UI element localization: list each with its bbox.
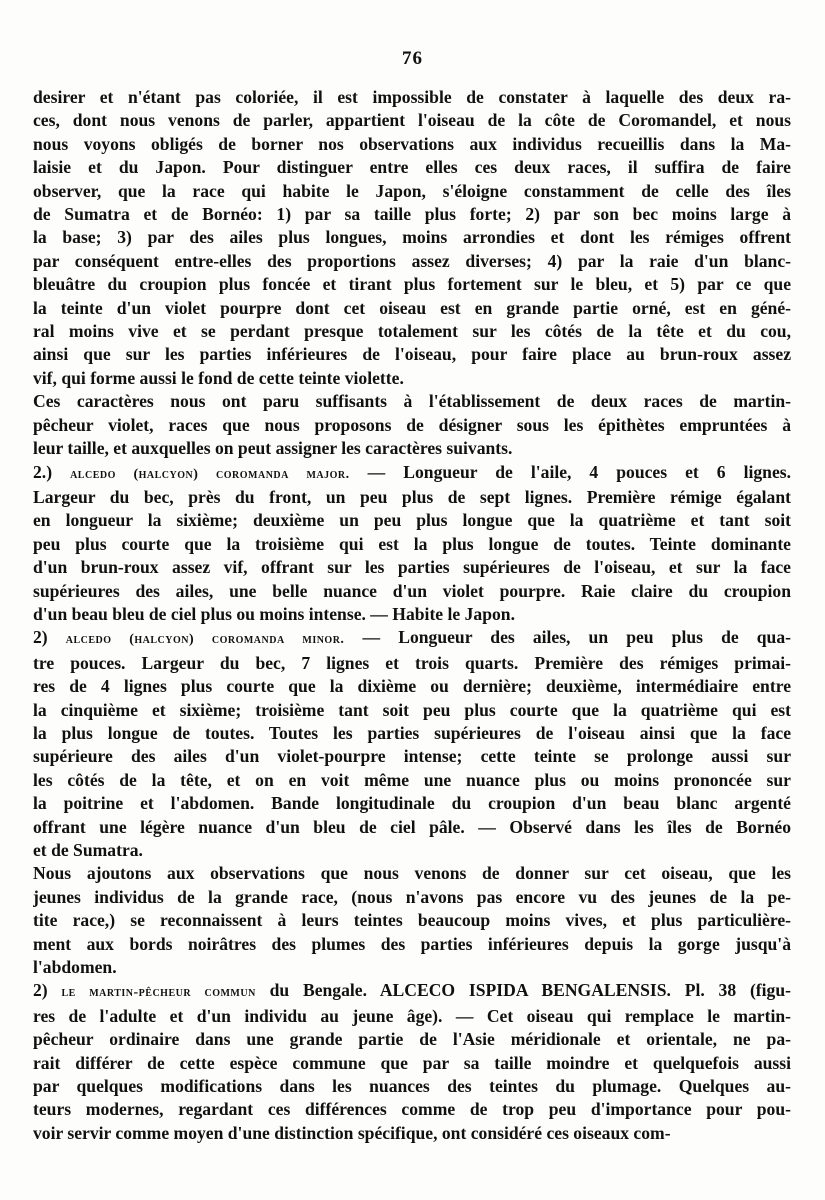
text-line: l'abdomen. — [33, 957, 117, 978]
line-text: — Longueur des ailes, un peu plus de qua- — [344, 627, 791, 648]
text-line: ment aux bords noirâtres des plumes des parties inférieures depuis la gorge jusqu'à — [33, 933, 791, 954]
text-line: res de l'adulte et d'un individu au jeune âge). — Cet oiseau qui remplace le martin- — [33, 1005, 791, 1026]
species-name: le martin-pêcheur commun — [61, 985, 256, 1001]
body-text — [33, 86, 791, 1145]
text-line: rait différer de cette espèce commune que par sa taille moindre et quelquefois aussi — [33, 1052, 791, 1073]
text-line: la poitrine et l'abdomen. Bande longitudinale du croupion d'un beau blanc argenté — [33, 793, 791, 814]
text-line: Largeur du bec, près du front, un peu plus de sept lignes. Première rémige égalant — [33, 486, 791, 507]
text-line — [33, 979, 791, 1004]
text-line: d'un brun-roux assez vif, offrant sur les parties supérieures de l'oiseau, et sur la face — [33, 557, 791, 578]
page-number: 76 — [402, 48, 423, 69]
text-line: Ces caractères nous ont paru suffisants à l'établissement de deux races de martin- — [33, 391, 791, 412]
text-line: ainsi que sur les parties inférieures de l'oiseau, pour faire place au brun-roux assez — [33, 344, 791, 365]
text-line: desirer et n'étant pas coloriée, il est impossible de constater à laquelle des deux ra- — [33, 87, 791, 107]
entry-number: 2) — [33, 980, 62, 1001]
text-line: teurs modernes, regardant ces différences comme de trop peu d'importance pour pou- — [33, 1099, 791, 1120]
text-line: supérieure des ailes d'un violet-pourpre intense; cette teinte se prolonge aussi sur — [33, 746, 791, 767]
text-line: la teinte d'un violet pourpre dont cet oiseau est en grande partie orné, est en géné- — [33, 297, 791, 318]
line-text: — Longueur de l'aile, 4 pouces et 6 lignes. — [349, 461, 791, 482]
entry-number: 2) — [33, 627, 66, 648]
text-line: laisie et du Japon. Pour distinguer entre elles ces deux races, il suffira de faire — [33, 157, 791, 178]
entry-number: 2.) — [33, 461, 71, 482]
text-line: la base; 3) par des ailes plus longues, moins arrondies et dont les rémiges offrent — [33, 227, 791, 248]
text-line — [33, 461, 791, 486]
text-line — [33, 626, 791, 651]
text-line: supérieures des ailes, une belle nuance d'un violet pourpre. Raie claire du croupion — [33, 580, 791, 601]
text-line: vif, qui forme aussi le fond de cette teinte violette. — [33, 367, 404, 388]
text-line: jeunes individus de la grande race, (nous n'avons pas encore vu des jeunes de la pe- — [33, 886, 791, 907]
text-line: bleuâtre du croupion plus foncée et tirant plus fortement sur le bleu, et 5) par ce que — [33, 274, 791, 295]
text-line: Nous ajoutons aux observations que nous venons de donner sur cet oiseau, que les — [33, 863, 791, 884]
line-text: du Bengale. ALCECO ISPIDA BENGALENSIS. Pl. 38 (figu- — [255, 980, 791, 1001]
paragraph — [33, 862, 791, 979]
paragraph — [33, 626, 791, 862]
text-line: voir servir comme moyen d'une distinction spécifique, ont considéré ces oiseaux com- — [33, 1122, 671, 1143]
text-line: ral moins vive et se perdant presque totalement sur les côtés de la tête et du cou, — [33, 321, 791, 342]
text-line: la plus longue de toutes. Toutes les parties supérieures de l'oiseau ainsi que la face — [33, 722, 791, 743]
text-line: la cinquième et sixième; troisième tant soit peu plus courte que la quatrième qui est — [33, 699, 791, 720]
paragraph — [33, 390, 791, 460]
text-line: tre pouces. Largeur du bec, 7 lignes et trois quarts. Première des rémiges primai- — [33, 652, 791, 673]
species-name: alcedo (halcyon) coromanda major. — [70, 466, 350, 482]
text-line: les côtés de la tête, et on en voit même une nuance plus ou moins prononcée sur — [33, 769, 791, 790]
text-line: peu plus courte que la troisième qui est la plus longue de toutes. Teinte dominante — [33, 533, 791, 554]
text-line: et de Sumatra. — [33, 840, 143, 860]
text-line: res de 4 lignes plus courte que la dixième ou dernière; deuxième, intermédiaire entre — [33, 676, 791, 697]
text-line: pêcheur ordinaire dans une grande partie de l'Asie méridionale et orientale, ne pa- — [33, 1029, 791, 1050]
text-line: pêcheur violet, races que nous proposons de désigner sous les épithètes empruntées à — [33, 414, 791, 435]
text-line: par conséquent entre-elles des proportions assez diverses; 4) par la raie d'un blanc- — [33, 250, 791, 271]
text-line: observer, que la race qui habite le Japon, s'éloigne constamment de celle des îles — [33, 180, 791, 201]
text-line: leur taille, et auxquelles on peut assigner les caractères suivants. — [33, 438, 513, 459]
text-line: par quelques modifications dans les nuances des teintes du plumage. Quelques au- — [33, 1076, 791, 1097]
species-name: alcedo (halcyon) coromanda minor. — [65, 632, 345, 648]
text-line: nous voyons obligés de borner nos observations aux individus recueillis dans la Ma- — [33, 133, 791, 154]
text-line: tite race,) se reconnaissent à leurs teintes beaucoup moins vives, et plus particulière- — [33, 910, 791, 931]
text-line: offrant une légère nuance d'un bleu de ciel pâle. — Observé dans les îles de Bornéo — [33, 816, 791, 837]
text-line: d'un beau bleu de ciel plus ou moins intense. — Habite le Japon. — [33, 603, 515, 624]
paragraph — [33, 979, 791, 1145]
text-line: de Sumatra et de Bornéo: 1) par sa taille plus forte; 2) par son bec moins large à — [33, 204, 791, 225]
paragraph — [33, 461, 791, 627]
text-line: en longueur la sixième; deuxième un peu plus longue que la quatrième et tant soit — [33, 510, 791, 531]
paragraph — [33, 86, 791, 390]
text-line: ces, dont nous venons de parler, appartient l'oiseau de la côte de Coromandel, et nous — [33, 110, 791, 131]
